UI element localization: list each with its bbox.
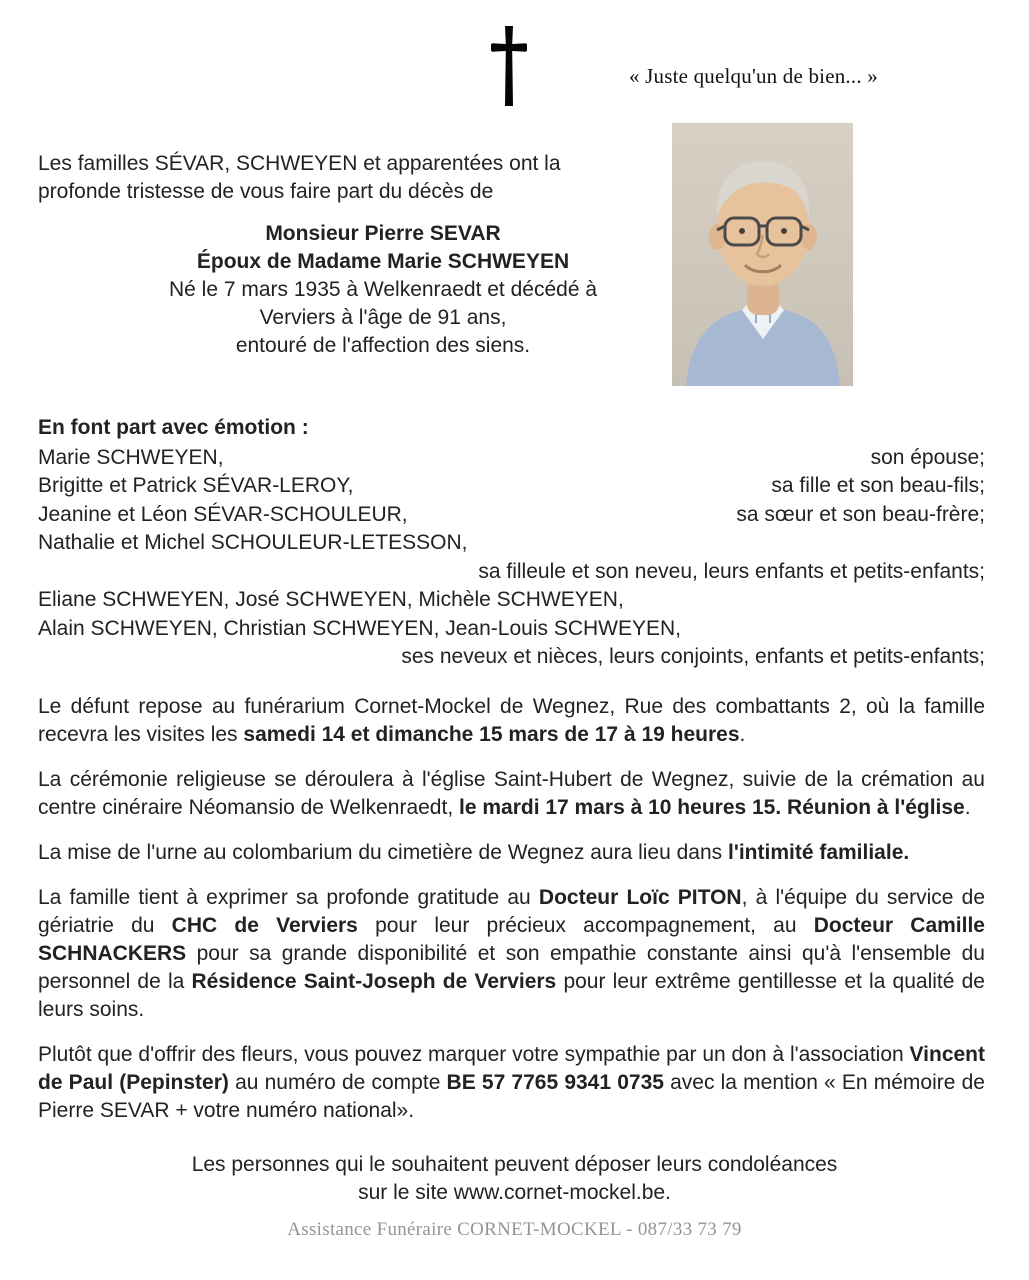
- text-segment: Le défunt repose au funérarium Cornet-Mockel de Wegnez, Rue des combattants 2, où la famille recevra les visites les: [38, 694, 985, 746]
- text-segment: le mardi 17 mars à 10 heures 15. Réunion à l'église: [459, 795, 965, 819]
- text-segment: .: [739, 722, 746, 746]
- condolences-line-2: sur le site www.cornet-mockel.be.: [358, 1180, 671, 1204]
- text-segment: La famille tient à exprimer sa profonde gratitude au: [38, 885, 539, 909]
- family-row: [38, 558, 985, 587]
- family-heading: En font part avec émotion :: [38, 416, 309, 439]
- intro-text: Les familles SÉVAR, SCHWEYEN et apparentées ont la profonde tristesse de vous faire part du décès de: [38, 152, 561, 203]
- family-member-relation: sa fille et son beau-fils;: [771, 474, 985, 497]
- text-segment: pour leur extrême gentillesse et la qualité de leurs soins.: [38, 969, 985, 1021]
- paragraph-donation: [38, 1041, 985, 1125]
- family-row: [38, 444, 985, 473]
- text-segment: l'intimité familiale.: [728, 840, 910, 864]
- family-row: [38, 643, 985, 672]
- condolences-note: [0, 1151, 1029, 1207]
- text-segment: La cérémonie religieuse se déroulera à l'église Saint-Hubert de Wegnez, suivie de la crémation au centre cinéraire Néomansio de Welkenraedt,: [38, 767, 985, 819]
- memorial-quote: « Juste quelqu'un de bien... »: [629, 64, 878, 88]
- portrait-photo: [672, 123, 853, 386]
- deceased-spouse-line: Époux de Madame Marie SCHWEYEN: [196, 250, 570, 273]
- family-row: [38, 472, 985, 501]
- text-segment: BE 57 7765 9341 0735: [446, 1070, 664, 1094]
- text-segment: , à l'équipe du service de gériatrie du: [38, 885, 985, 937]
- family-member-name: Brigitte et Patrick SÉVAR-LEROY,: [38, 474, 354, 497]
- family-member-relation: sa sœur et son beau-frère;: [736, 502, 985, 526]
- text-segment: au numéro de compte: [228, 1070, 447, 1094]
- family-row: [38, 615, 985, 644]
- cross-icon: [489, 26, 529, 106]
- deceased-life-line-3: entouré de l'affection des siens.: [235, 334, 531, 357]
- text-segment: Docteur Camille SCHNACKERS: [38, 913, 985, 965]
- text-segment: samedi 14 et dimanche 15 mars de 17 à 19 heures: [243, 722, 740, 746]
- family-row: [38, 529, 985, 558]
- family-member-name: Jeanine et Léon SÉVAR-SCHOULEUR,: [38, 502, 408, 526]
- text-segment: Vincent de Paul (Pepinster): [38, 1042, 985, 1094]
- text-segment: Docteur Loïc PITON: [538, 885, 742, 909]
- deceased-block: [38, 220, 728, 360]
- family-member-relation: ses neveux et nièces, leurs conjoints, enfants et petits-enfants;: [401, 645, 985, 668]
- text-segment: .: [964, 795, 971, 819]
- family-member-name: Alain SCHWEYEN, Christian SCHWEYEN, Jean-Louis SCHWEYEN,: [38, 616, 682, 640]
- deceased-life-line-2: Verviers à l'âge de 91 ans,: [259, 306, 507, 329]
- text-segment: La mise de l'urne au colombarium du cimetière de Wegnez aura lieu dans: [38, 840, 728, 864]
- text-segment: Résidence Saint-Joseph de Verviers: [191, 969, 557, 993]
- condolences-line-1: Les personnes qui le souhaitent peuvent déposer leurs condoléances: [191, 1152, 838, 1176]
- family-member-relation: son épouse;: [870, 445, 985, 469]
- family-section: [0, 360, 1029, 672]
- text-segment: Plutôt que d'offrir des fleurs, vous pouvez marquer votre sympathie par un don à l'association: [38, 1042, 910, 1066]
- deceased-name: Monsieur Pierre SEVAR: [265, 222, 501, 245]
- intro-section: [0, 118, 1029, 360]
- family-member-name: Nathalie et Michel SCHOULEUR-LETESSON,: [38, 531, 468, 554]
- paragraph-ceremony: [38, 766, 985, 822]
- header: [0, 0, 1029, 118]
- family-member-name: Marie SCHWEYEN,: [38, 445, 224, 469]
- text-segment: avec la mention « En mémoire de Pierre SEVAR + votre numéro national».: [38, 1070, 985, 1122]
- announcement-paragraphs: [0, 672, 1029, 1125]
- paragraph-gratitude: [38, 884, 985, 1024]
- paragraph-urn: [38, 839, 985, 867]
- text-segment: CHC de Verviers: [171, 913, 358, 937]
- family-row: [38, 501, 985, 530]
- paragraph-visits: [38, 693, 985, 749]
- deceased-life-line-1: Né le 7 mars 1935 à Welkenraedt et décédé à: [168, 278, 598, 301]
- family-member-name: Eliane SCHWEYEN, José SCHWEYEN, Michèle SCHWEYEN,: [38, 588, 624, 611]
- family-member-relation: sa filleule et son neveu, leurs enfants et petits-enfants;: [478, 559, 985, 583]
- text-segment: pour sa grande disponibilité et son empathie constante ainsi qu'à l'ensemble du personnel de la: [38, 941, 985, 993]
- text-segment: pour leur précieux accompagnement, au: [357, 913, 814, 937]
- funeral-home-footer: Assistance Funéraire CORNET-MOCKEL - 087/33 73 79: [287, 1218, 742, 1240]
- family-row: [38, 586, 985, 615]
